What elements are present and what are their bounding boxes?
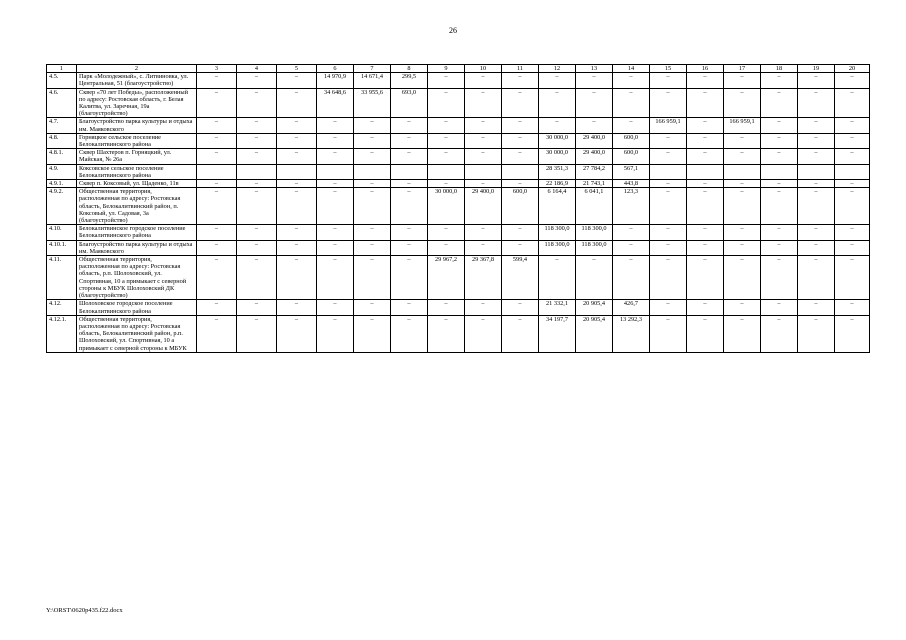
row-value <box>465 164 502 179</box>
row-value: – <box>391 118 428 133</box>
row-value: – <box>277 180 317 188</box>
row-value: – <box>277 300 317 315</box>
row-value: – <box>277 315 317 352</box>
row-value: – <box>354 240 391 255</box>
row-value: – <box>798 256 835 300</box>
row-name: Сквер Шахтеров п. Горняцкий, ул. Майская, № 26а <box>77 149 197 164</box>
row-value: – <box>835 149 870 164</box>
row-value: 693,0 <box>391 88 428 118</box>
row-value: – <box>354 188 391 225</box>
row-value: – <box>835 180 870 188</box>
row-value: – <box>354 149 391 164</box>
row-value: 600,0 <box>613 149 650 164</box>
row-number: 4.9.2. <box>47 188 77 225</box>
row-value: – <box>798 149 835 164</box>
row-value: – <box>502 133 539 148</box>
row-value: – <box>465 240 502 255</box>
row-value: – <box>277 118 317 133</box>
table-row <box>47 240 870 255</box>
row-value: – <box>576 73 613 88</box>
row-value: – <box>650 180 687 188</box>
row-value: – <box>197 118 237 133</box>
row-value: 30 000,0 <box>539 149 576 164</box>
row-value: 166 959,1 <box>650 118 687 133</box>
row-value: – <box>277 133 317 148</box>
row-value: – <box>724 73 761 88</box>
row-name: Общественная территория, расположенная по адресу: Ростовская область, Белокалитвинский район, п. Коксовый, ул. Садовая, 3а (благоустройство) <box>77 188 197 225</box>
row-value: – <box>428 180 465 188</box>
row-value: – <box>798 133 835 148</box>
row-value: – <box>237 118 277 133</box>
row-value: 30 000,0 <box>539 133 576 148</box>
table-row <box>47 133 870 148</box>
row-value: – <box>687 256 724 300</box>
row-value: – <box>687 180 724 188</box>
row-value: – <box>650 256 687 300</box>
row-value <box>687 164 724 179</box>
row-value: 599,4 <box>502 256 539 300</box>
row-value: – <box>761 73 798 88</box>
row-value: – <box>428 133 465 148</box>
row-value: – <box>724 149 761 164</box>
row-value: – <box>613 118 650 133</box>
row-value: – <box>237 88 277 118</box>
table-row <box>47 315 870 352</box>
row-value: – <box>761 240 798 255</box>
row-value: – <box>465 149 502 164</box>
row-value: 21 332,1 <box>539 300 576 315</box>
row-value <box>354 164 391 179</box>
file-path-footer: Y:\ORST\0620p435.f22.docx <box>46 607 123 614</box>
row-value: – <box>502 240 539 255</box>
row-value: – <box>798 118 835 133</box>
row-value: – <box>724 256 761 300</box>
row-value <box>237 164 277 179</box>
row-value: – <box>724 225 761 240</box>
row-value: – <box>798 188 835 225</box>
row-value: – <box>391 300 428 315</box>
column-header: 7 <box>354 65 391 73</box>
row-value: – <box>798 73 835 88</box>
table-row <box>47 180 870 188</box>
row-value: – <box>465 180 502 188</box>
row-number: 4.8. <box>47 133 77 148</box>
row-value: – <box>277 88 317 118</box>
row-value: – <box>613 73 650 88</box>
row-value: – <box>650 240 687 255</box>
row-value: 166 959,1 <box>724 118 761 133</box>
row-value: – <box>613 256 650 300</box>
row-value: – <box>465 133 502 148</box>
row-value: – <box>539 73 576 88</box>
row-value: – <box>391 225 428 240</box>
row-value: – <box>391 188 428 225</box>
row-value: – <box>687 300 724 315</box>
column-header: 18 <box>761 65 798 73</box>
row-value: – <box>687 188 724 225</box>
row-value: 27 784,2 <box>576 164 613 179</box>
row-value: – <box>650 315 687 352</box>
row-value: – <box>197 133 237 148</box>
row-value: – <box>428 88 465 118</box>
row-value: – <box>650 300 687 315</box>
row-value: – <box>277 188 317 225</box>
row-value: – <box>197 256 237 300</box>
row-name: Шолоховское городское поселение Белокалитвинского района <box>77 300 197 315</box>
row-value <box>428 164 465 179</box>
row-value: – <box>197 180 237 188</box>
row-value: 28 351,3 <box>539 164 576 179</box>
table-row <box>47 149 870 164</box>
row-value: 20 905,4 <box>576 300 613 315</box>
data-table <box>46 64 870 353</box>
row-value: – <box>502 88 539 118</box>
column-header: 3 <box>197 65 237 73</box>
row-value: – <box>391 315 428 352</box>
row-value: – <box>502 149 539 164</box>
row-value: – <box>798 180 835 188</box>
row-value: – <box>798 240 835 255</box>
row-value: – <box>317 118 354 133</box>
row-value: – <box>687 88 724 118</box>
row-value <box>724 164 761 179</box>
row-value: – <box>317 315 354 352</box>
row-value <box>761 164 798 179</box>
row-value: – <box>237 73 277 88</box>
row-value: – <box>465 315 502 352</box>
table-row <box>47 88 870 118</box>
table-row <box>47 188 870 225</box>
row-value: – <box>835 118 870 133</box>
row-value: – <box>539 88 576 118</box>
row-value: – <box>613 240 650 255</box>
row-value: – <box>761 133 798 148</box>
row-value: – <box>354 256 391 300</box>
row-value: 33 955,6 <box>354 88 391 118</box>
row-value: 21 743,1 <box>576 180 613 188</box>
row-name: Общественная территория, расположенная по адресу: Ростовская область, р.п. Шолоховский, ул. Спортивная, 10 а примыкает с северной стороны к МБУК Шолоховский ДК (благоустройство) <box>77 256 197 300</box>
row-value: – <box>835 315 870 352</box>
row-number: 4.9. <box>47 164 77 179</box>
row-value <box>835 164 870 179</box>
row-value: – <box>237 256 277 300</box>
row-value: – <box>798 300 835 315</box>
table-row <box>47 256 870 300</box>
row-value: – <box>502 300 539 315</box>
row-name: Горняцкое сельское поселение Белокалитвинского района <box>77 133 197 148</box>
row-value: – <box>428 225 465 240</box>
row-value: – <box>613 88 650 118</box>
row-value: – <box>317 240 354 255</box>
row-value: 29 400,0 <box>465 188 502 225</box>
column-header: 2 <box>77 65 197 73</box>
row-value: – <box>835 240 870 255</box>
row-value: – <box>391 149 428 164</box>
row-value: – <box>197 149 237 164</box>
row-value: 6 041,1 <box>576 188 613 225</box>
row-value: – <box>277 256 317 300</box>
row-name: Парк «Молодежный», с. Литвиновка, ул. Центральная, 51 (благоустройство) <box>77 73 197 88</box>
row-value: – <box>761 300 798 315</box>
row-value: – <box>650 188 687 225</box>
row-value: – <box>724 300 761 315</box>
row-name: Коксовское сельское поселение Белокалитвинского района <box>77 164 197 179</box>
page-number: 26 <box>449 26 457 35</box>
row-value: – <box>835 88 870 118</box>
column-header: 6 <box>317 65 354 73</box>
row-value: – <box>237 225 277 240</box>
row-value: 20 905,4 <box>576 315 613 352</box>
row-value: – <box>761 180 798 188</box>
row-value: – <box>613 225 650 240</box>
row-value: – <box>687 240 724 255</box>
row-value: – <box>761 149 798 164</box>
row-value <box>798 164 835 179</box>
row-value: – <box>687 315 724 352</box>
row-value: – <box>835 225 870 240</box>
table-row <box>47 164 870 179</box>
row-value: 118 300,0 <box>576 225 613 240</box>
row-value: – <box>687 133 724 148</box>
row-value: – <box>761 118 798 133</box>
row-value: – <box>539 118 576 133</box>
column-header: 14 <box>613 65 650 73</box>
row-value: – <box>687 225 724 240</box>
row-value: 14 970,9 <box>317 73 354 88</box>
row-name: Благоустройство парка культуры и отдыха им. Маяковского <box>77 118 197 133</box>
table-row <box>47 300 870 315</box>
row-value: – <box>502 315 539 352</box>
row-value: – <box>197 73 237 88</box>
row-value: – <box>465 118 502 133</box>
row-value: – <box>576 118 613 133</box>
row-number: 4.10. <box>47 225 77 240</box>
row-value: – <box>576 88 613 118</box>
row-name: Белокалитвинское городское поселение Белокалитвинского района <box>77 225 197 240</box>
row-value: – <box>237 315 277 352</box>
row-value: – <box>317 225 354 240</box>
row-value: 6 164,4 <box>539 188 576 225</box>
row-value: 118 300,0 <box>539 240 576 255</box>
row-value: 426,7 <box>613 300 650 315</box>
row-value: – <box>354 133 391 148</box>
row-value: – <box>650 133 687 148</box>
row-number: 4.12. <box>47 300 77 315</box>
row-value: 118 300,0 <box>576 240 613 255</box>
row-value: – <box>724 88 761 118</box>
row-value: – <box>465 73 502 88</box>
row-value: – <box>317 300 354 315</box>
row-name: Сквер п. Коксовый, ул. Щаденко, 11в <box>77 180 197 188</box>
row-number: 4.7. <box>47 118 77 133</box>
row-value: – <box>354 300 391 315</box>
column-header: 10 <box>465 65 502 73</box>
row-value: – <box>465 88 502 118</box>
row-value: – <box>835 256 870 300</box>
row-value: – <box>428 73 465 88</box>
row-value: – <box>197 315 237 352</box>
column-header: 9 <box>428 65 465 73</box>
column-header: 19 <box>798 65 835 73</box>
row-value <box>277 164 317 179</box>
row-value: 443,8 <box>613 180 650 188</box>
column-header: 13 <box>576 65 613 73</box>
row-value: – <box>391 133 428 148</box>
row-value: – <box>277 73 317 88</box>
row-value: 29 367,8 <box>465 256 502 300</box>
row-value: – <box>761 88 798 118</box>
row-value: – <box>835 300 870 315</box>
row-value <box>317 164 354 179</box>
row-value: – <box>650 149 687 164</box>
column-header: 12 <box>539 65 576 73</box>
column-header: 15 <box>650 65 687 73</box>
row-value: – <box>277 149 317 164</box>
table-row <box>47 73 870 88</box>
row-value: – <box>391 256 428 300</box>
row-value <box>391 164 428 179</box>
row-value: 29 400,0 <box>576 149 613 164</box>
row-value: – <box>465 300 502 315</box>
row-number: 4.10.1. <box>47 240 77 255</box>
row-value: – <box>502 73 539 88</box>
row-value: 118 300,0 <box>539 225 576 240</box>
row-value: – <box>317 133 354 148</box>
row-value: – <box>237 188 277 225</box>
row-value: – <box>391 240 428 255</box>
row-value: – <box>724 240 761 255</box>
row-value: – <box>428 149 465 164</box>
row-number: 4.9.1. <box>47 180 77 188</box>
row-value: – <box>650 225 687 240</box>
row-number: 4.11. <box>47 256 77 300</box>
row-name: Сквер «70 лет Победы», расположенный по адресу: Ростовская область, г. Белая Калитва, ул. Заречная, 19а (благоустройство) <box>77 88 197 118</box>
row-value: – <box>465 225 502 240</box>
row-value: – <box>237 133 277 148</box>
row-value: – <box>237 240 277 255</box>
row-value: – <box>237 300 277 315</box>
row-value: – <box>650 73 687 88</box>
column-header: 8 <box>391 65 428 73</box>
row-value: 34 197,7 <box>539 315 576 352</box>
row-value: – <box>835 188 870 225</box>
column-header: 5 <box>277 65 317 73</box>
row-value: – <box>798 88 835 118</box>
row-value: – <box>798 315 835 352</box>
row-value: 600,0 <box>613 133 650 148</box>
row-value: 14 671,4 <box>354 73 391 88</box>
row-value: – <box>354 118 391 133</box>
row-value: – <box>354 225 391 240</box>
row-number: 4.12.1. <box>47 315 77 352</box>
row-value: 600,0 <box>502 188 539 225</box>
row-value: – <box>835 73 870 88</box>
row-value: 567,1 <box>613 164 650 179</box>
row-value: – <box>650 88 687 118</box>
column-header: 4 <box>237 65 277 73</box>
row-value: – <box>237 149 277 164</box>
row-value: – <box>724 188 761 225</box>
row-value: 22 186,9 <box>539 180 576 188</box>
row-value: – <box>687 118 724 133</box>
row-value: – <box>317 149 354 164</box>
row-value: – <box>197 88 237 118</box>
column-header: 11 <box>502 65 539 73</box>
row-number: 4.8.1. <box>47 149 77 164</box>
row-value: – <box>687 73 724 88</box>
row-value: – <box>354 315 391 352</box>
row-value: – <box>502 180 539 188</box>
row-value: – <box>317 188 354 225</box>
column-header: 1 <box>47 65 77 73</box>
table-header <box>47 65 870 73</box>
row-value: – <box>539 256 576 300</box>
row-value: – <box>317 180 354 188</box>
row-value: – <box>761 256 798 300</box>
row-value: – <box>197 240 237 255</box>
column-header: 20 <box>835 65 870 73</box>
row-value: – <box>354 180 391 188</box>
row-value: – <box>835 133 870 148</box>
row-value: 123,3 <box>613 188 650 225</box>
row-value <box>650 164 687 179</box>
row-value: 34 648,6 <box>317 88 354 118</box>
row-value: – <box>197 300 237 315</box>
row-value: – <box>724 180 761 188</box>
row-value <box>197 164 237 179</box>
row-value: – <box>724 133 761 148</box>
row-value: – <box>761 225 798 240</box>
row-value: 30 000,0 <box>428 188 465 225</box>
row-value: 29 400,0 <box>576 133 613 148</box>
row-value: – <box>277 225 317 240</box>
row-value: – <box>761 188 798 225</box>
row-value: – <box>237 180 277 188</box>
row-value: – <box>428 118 465 133</box>
row-value: – <box>197 225 237 240</box>
row-value: – <box>576 256 613 300</box>
row-value: 299,5 <box>391 73 428 88</box>
table-row <box>47 225 870 240</box>
column-header: 16 <box>687 65 724 73</box>
row-value: – <box>428 240 465 255</box>
row-number: 4.5. <box>47 73 77 88</box>
row-value: – <box>761 315 798 352</box>
row-value: – <box>197 188 237 225</box>
row-value: – <box>502 225 539 240</box>
table-body <box>47 73 870 353</box>
row-value: – <box>428 315 465 352</box>
row-number: 4.6. <box>47 88 77 118</box>
row-value: – <box>687 149 724 164</box>
column-header: 17 <box>724 65 761 73</box>
row-value: 29 967,2 <box>428 256 465 300</box>
row-value: – <box>798 225 835 240</box>
row-value: – <box>724 315 761 352</box>
row-value: – <box>391 180 428 188</box>
row-value: – <box>277 240 317 255</box>
table-row <box>47 118 870 133</box>
row-value <box>502 164 539 179</box>
row-name: Общественная территория, расположенная по адресу: Ростовская область, Белокалитвинский район, р.п. Шолоховский, ул. Спортивная, 10 а примыкает с северной стороны к МБУК <box>77 315 197 352</box>
row-value: – <box>428 300 465 315</box>
row-name: Благоустройство парка культуры и отдыха им. Маяковского <box>77 240 197 255</box>
row-value: – <box>317 256 354 300</box>
row-value: – <box>502 118 539 133</box>
row-value: 13 292,3 <box>613 315 650 352</box>
